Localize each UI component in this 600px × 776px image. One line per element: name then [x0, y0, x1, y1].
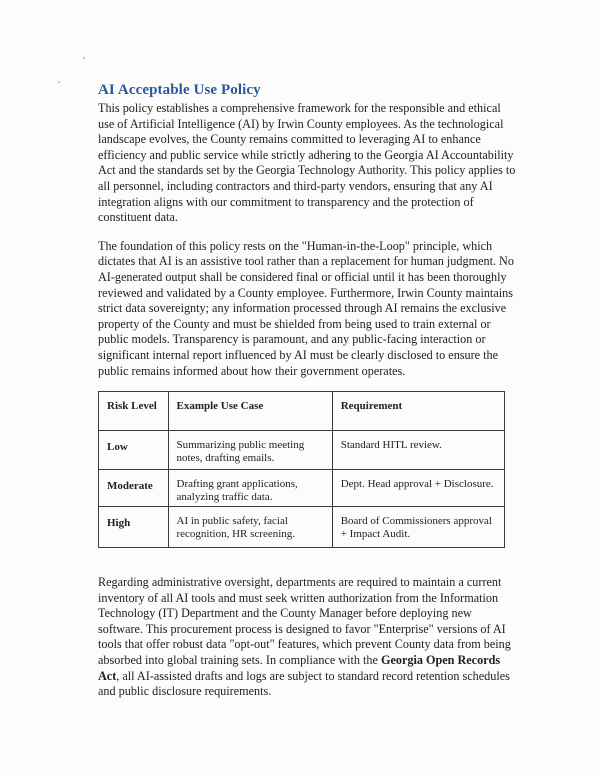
paragraph-oversight-text-end: , all AI-assisted drafts and logs are subject to standard record retention schedules and public disclosure requirements.: [98, 668, 510, 699]
table-row: [99, 431, 505, 470]
table-header-row: [99, 392, 505, 431]
header-example-use-case: Example Use Case: [168, 392, 332, 431]
cell-risk: Moderate: [99, 470, 169, 507]
document-content: [98, 81, 518, 700]
paragraph-oversight-text: Regarding administrative oversight, departments are required to maintain a current inventory of all AI tools and must seek written authorization from the Information Technology (IT) Department and the County Manager before deploying new software. This procurement process is designed to favor "Enterprise" versions of AI tools that offer robust data "opt-out" features, which prevent County data from being absorbed into global training sets. In compliance with the: [98, 575, 511, 668]
cell-use-case: AI in public safety, facial recognition, HR screening.: [168, 507, 332, 548]
header-requirement: Requirement: [332, 392, 504, 431]
cell-risk: High: [99, 507, 169, 548]
paragraph-intro: This policy establishes a comprehensive framework for the responsible and ethical use of Artificial Intelligence (AI) by Irwin County employees. As the technological landscape evolves, the County remains committed to leveraging AI to enhance efficiency and public service while strictly adhering to the Georgia AI Accountability Act and the standards set by the Georgia Technology Authority. This policy applies to all personnel, including contractors and third-party vendors, ensuring that any AI integration aligns with our commitment to transparency and the protection of constituent data.: [98, 101, 516, 225]
open-records-act-emphasis: Georgia Open Records Act: [98, 653, 501, 683]
paragraph-oversight: [98, 575, 518, 700]
cell-requirement: Standard HITL review.: [332, 431, 504, 470]
scan-speck: [58, 81, 60, 83]
risk-table: [98, 391, 505, 548]
document-title: AI Acceptable Use Policy: [98, 82, 261, 98]
table-row: [99, 507, 505, 548]
scan-speck: [83, 57, 85, 59]
header-risk-level: Risk Level: [99, 392, 169, 431]
cell-risk: Low: [99, 431, 169, 470]
cell-use-case: Summarizing public meeting notes, drafting emails.: [168, 431, 332, 470]
table-row: [99, 470, 505, 507]
paragraph-human-in-the-loop: The foundation of this policy rests on the "Human-in-the-Loop" principle, which dictates that AI is an assistive tool rather than a replacement for human judgment. No AI-generated output shall be considered final or official until it has been thoroughly reviewed and validated by a County employee. Furthermore, Irwin County maintains strict data sovereignty; any information processed through AI remains the exclusive property of the County and must be shielded from being used to train external or public models. Transparency is paramount, and any public-facing interaction or significant internal report influenced by AI must be clearly disclosed to ensure the public remains informed about how their government operates.: [98, 238, 514, 378]
cell-use-case: Drafting grant applications, analyzing traffic data.: [168, 470, 332, 507]
cell-requirement: Dept. Head approval + Disclosure.: [332, 470, 504, 507]
cell-requirement: Board of Commissioners approval + Impact Audit.: [332, 507, 504, 548]
